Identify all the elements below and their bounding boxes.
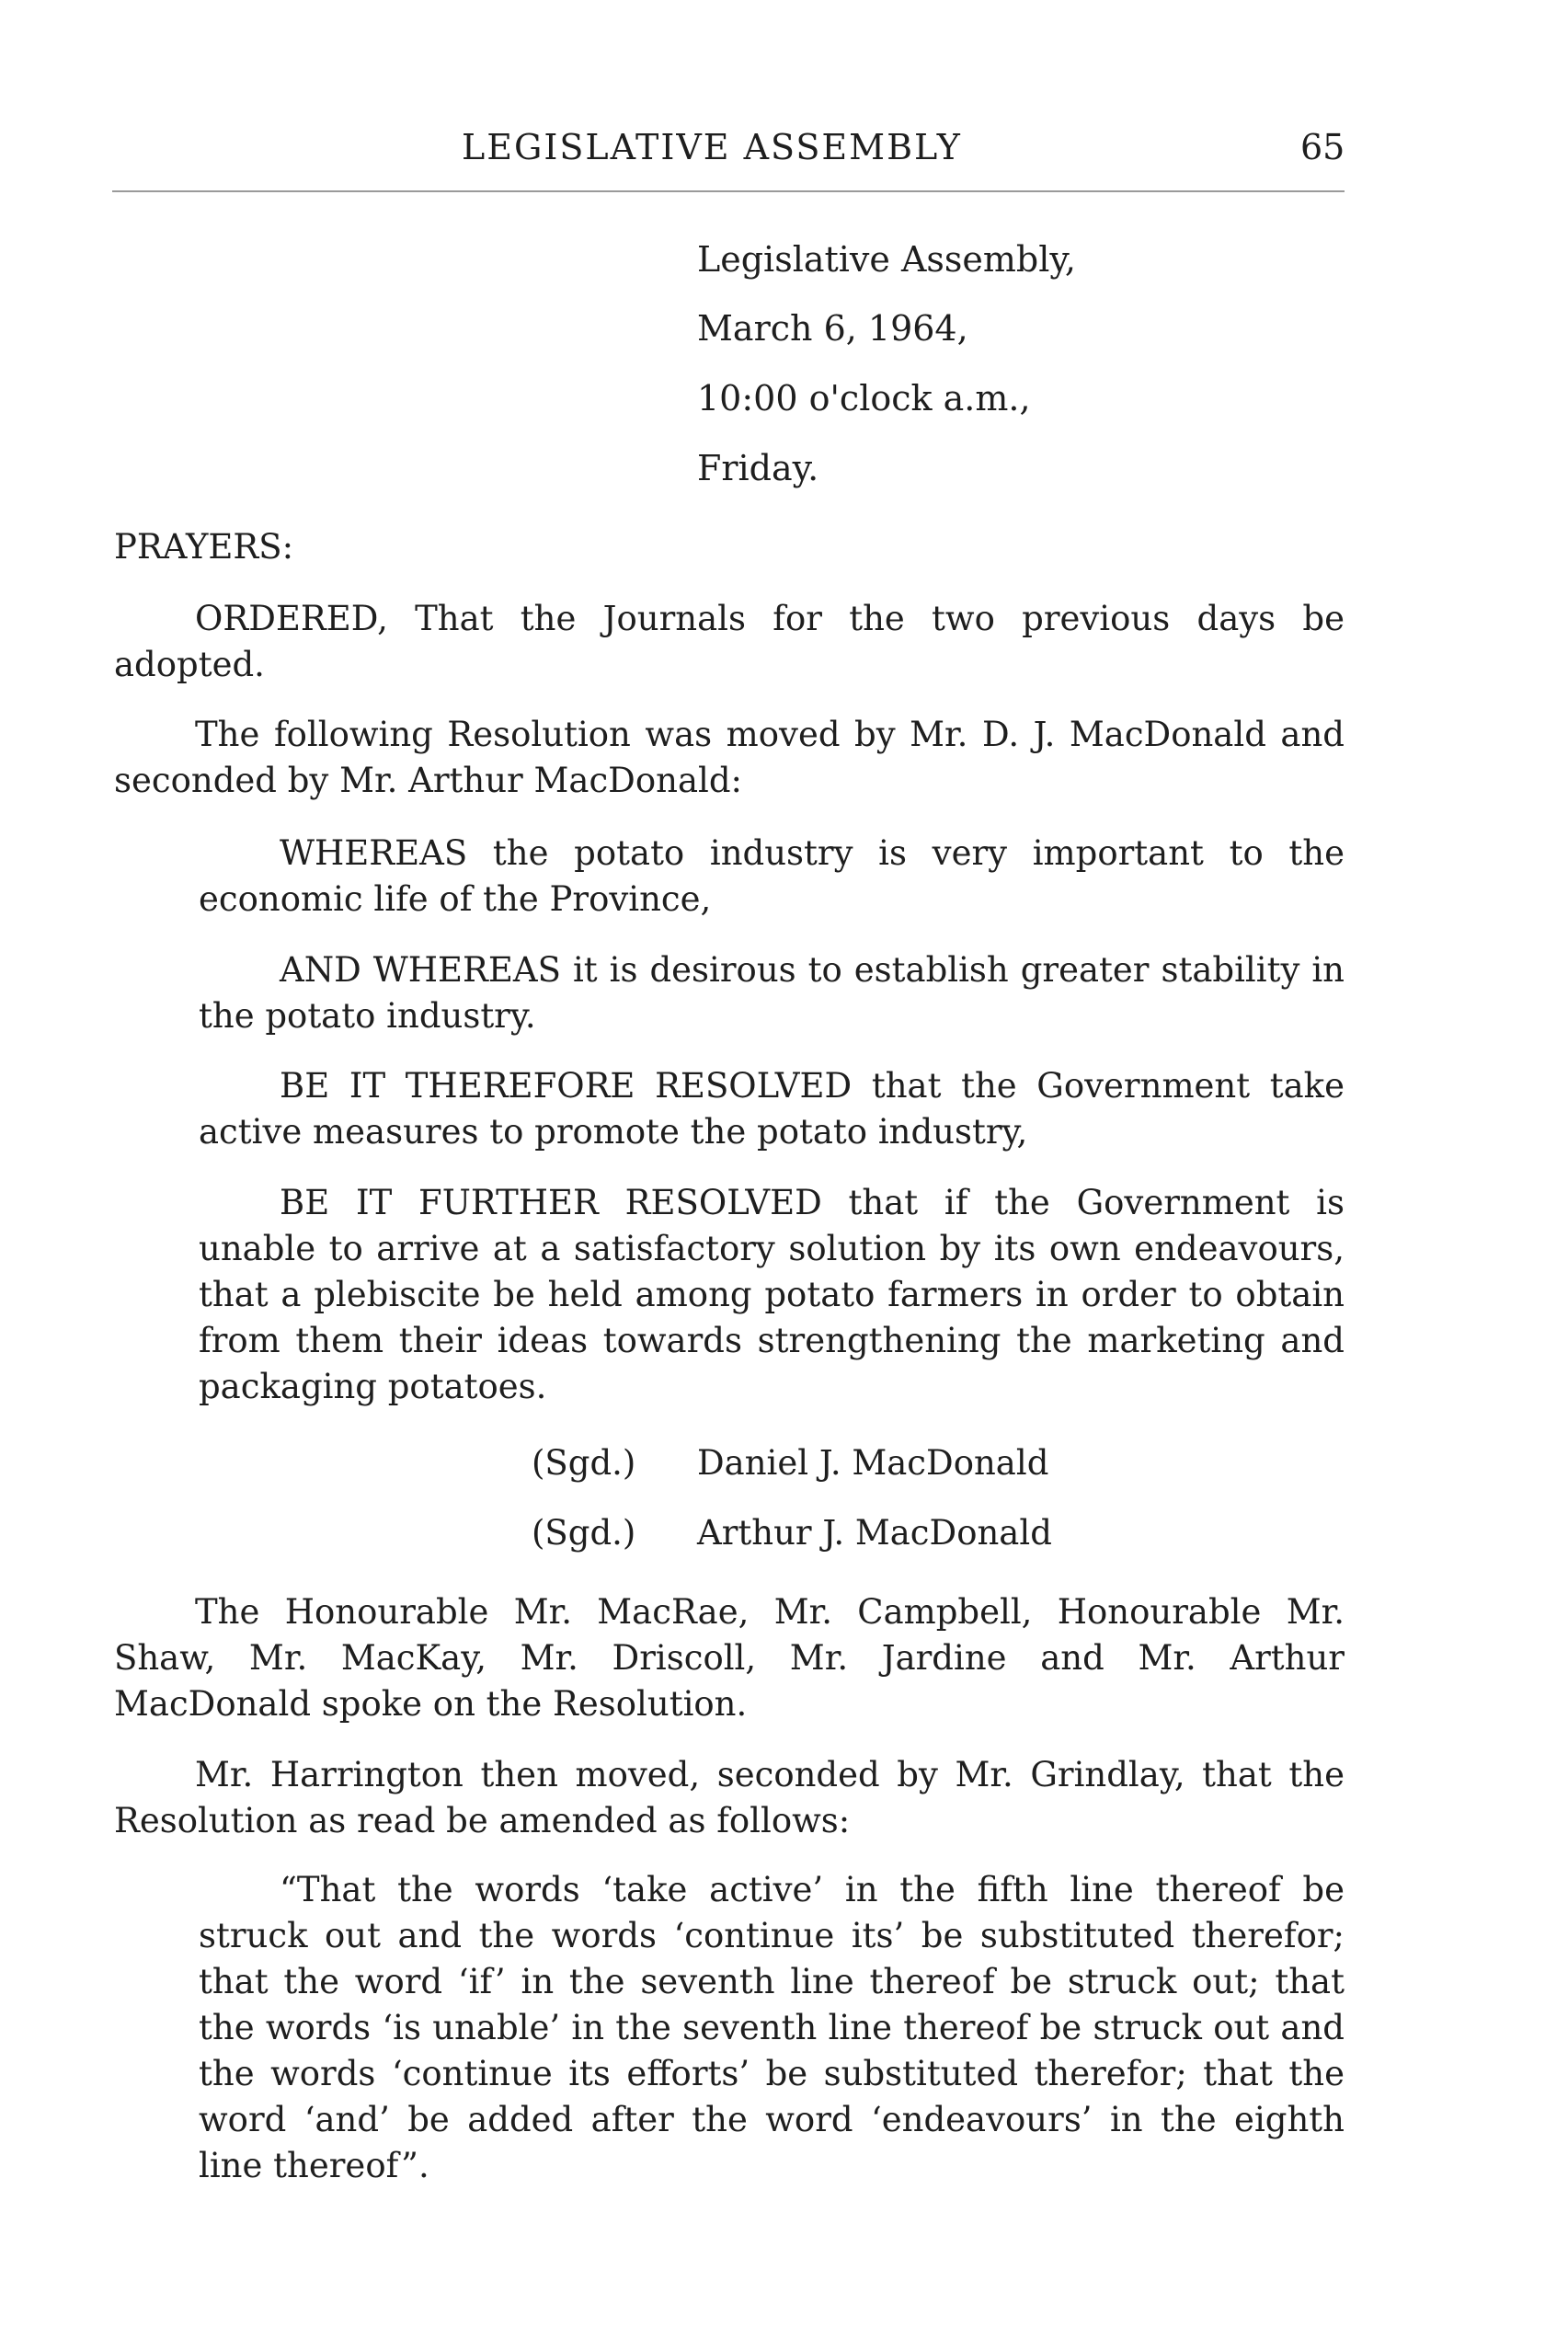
amendment-paragraph: Mr. Harrington then moved, seconded by Mr. Grindlay, that the Resolution as read be amended as follows: (114, 1755, 1345, 1840)
signature-label: (Sgd.) (532, 1513, 636, 1553)
speakers-paragraph: The Honourable Mr. MacRae, Mr. Campbell, Honourable Mr. Shaw, Mr. MacKay, Mr. Driscoll, Mr. Jardine and Mr. Arthur MacDonald spoke on the Resolution. (114, 1592, 1345, 1724)
signature-name: Arthur J. MacDonald (697, 1513, 1052, 1553)
signature-label: (Sgd.) (532, 1443, 636, 1483)
amendment-quote: “That the words ‘take active’ in the fifth line thereof be struck out and the words ‘continue its’ be substituted therefor; that the word ‘if’ in the seventh line thereof be struck out; that the words ‘is unable’ in the seventh line thereof be struck out and the words ‘continue its efforts’ be substituted therefor; that the word ‘and’ be added after the word ‘endeavours’ in the eighth line thereof”. (199, 1870, 1345, 2185)
dateline-time: 10:00 o'clock a.m., (697, 378, 1031, 418)
dateline-date: March 6, 1964, (697, 308, 968, 349)
ordered-paragraph: ORDERED, That the Journals for the two previous days be adopted. (114, 599, 1345, 684)
dateline-place: Legislative Assembly, (697, 239, 1076, 280)
resolved-clause-1: BE IT THEREFORE RESOLVED that the Government take active measures to promote the potato industry, (199, 1066, 1345, 1152)
whereas-clause-1: WHEREAS the potato industry is very important to the economic life of the Province, (199, 833, 1345, 919)
header-title: LEGISLATIVE ASSEMBLY (462, 127, 962, 167)
resolved-clause-2: BE IT FURTHER RESOLVED that if the Government is unable to arrive at a satisfactory solution by its own endeavours, that a plebiscite be held among potato farmers in order to obtain from them their ideas towards strengthening the marketing and packaging potatoes. (199, 1183, 1345, 1406)
dateline-day: Friday. (697, 448, 819, 488)
page-number: 65 (1300, 127, 1345, 167)
whereas-clause-2: AND WHEREAS it is desirous to establish greater stability in the potato industry. (199, 950, 1345, 1036)
header-divider (112, 190, 1345, 192)
moved-paragraph: The following Resolution was moved by Mr. D. J. MacDonald and seconded by Mr. Arthur MacDonald: (114, 715, 1345, 800)
signature-name: Daniel J. MacDonald (697, 1443, 1049, 1483)
prayers-heading: PRAYERS: (114, 527, 294, 567)
